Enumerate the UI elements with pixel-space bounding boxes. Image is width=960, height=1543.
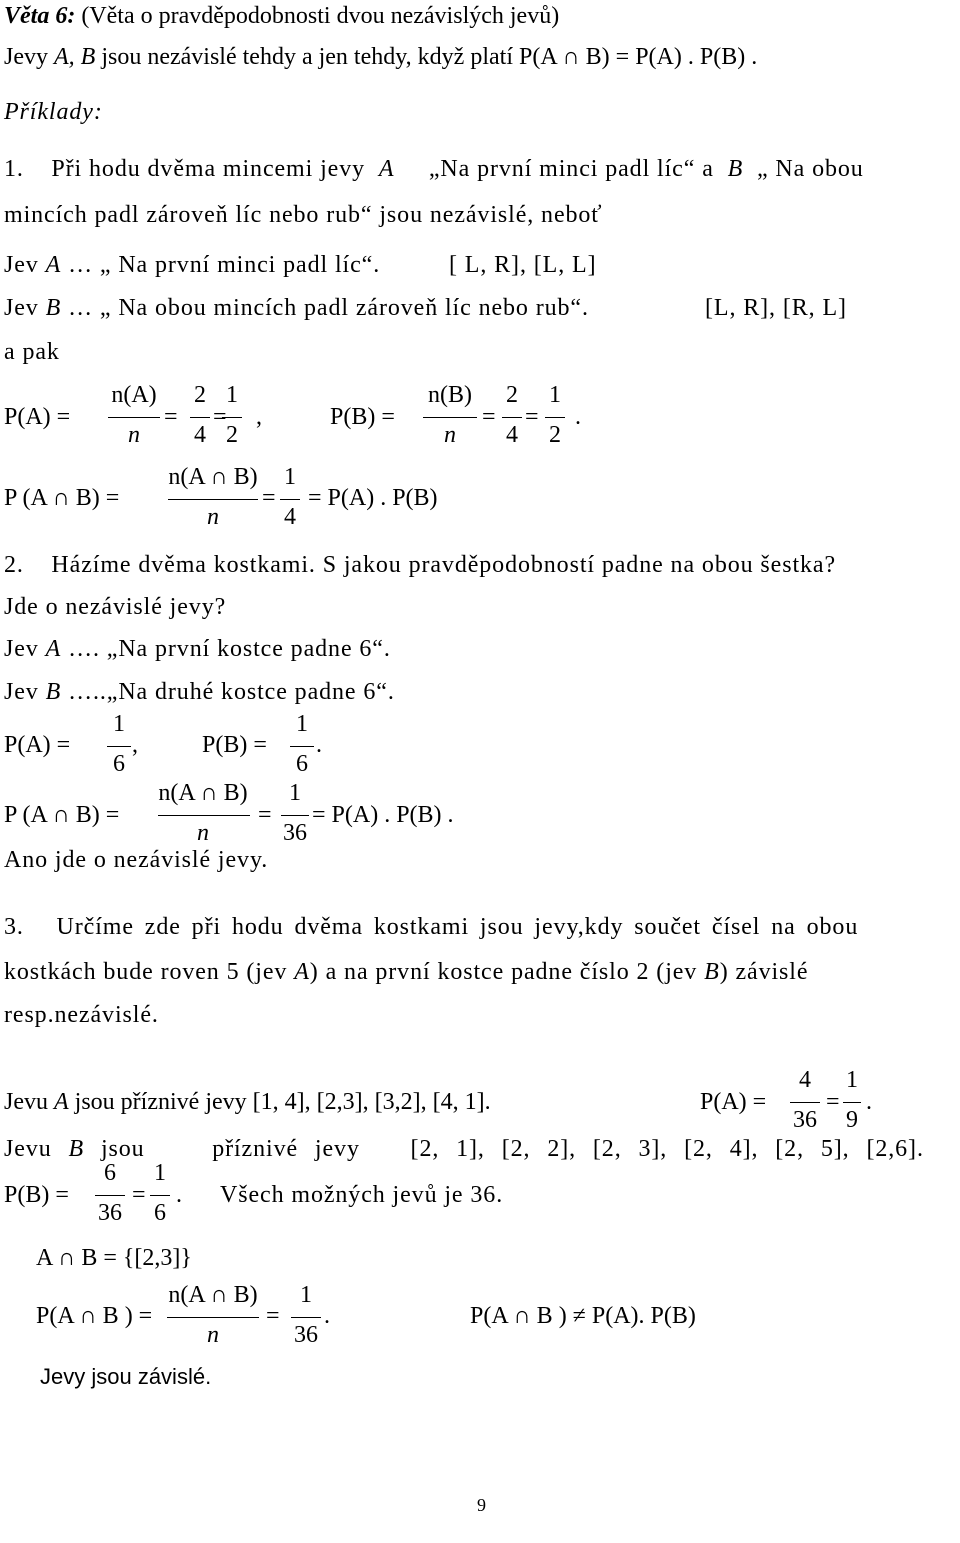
ex3-line3: resp.nezávislé. [4, 1002, 159, 1028]
ex3-pb-lhs: P(B) = [4, 1182, 69, 1208]
statement-formula: P(A ∩ B) = P(A) . P(B) . [518, 44, 758, 70]
ex1-eq1: = [164, 404, 178, 430]
frac-num: 1 [300, 1282, 312, 1308]
ex3-line2-varA: A [294, 959, 310, 985]
statement-pre: Jevy [4, 44, 48, 70]
fraction-bar [423, 417, 477, 418]
fraction-bar [95, 1195, 125, 1196]
ex3-line2-varB: B [704, 959, 720, 985]
ex1-line2: mincích padl zároveň líc nebo rub“ jsou nezávislé, neboť [4, 202, 603, 228]
ex2-line1-text: Házíme dvěma kostkami. S jakou pravděpodobností padne na obou šestka? [51, 552, 837, 578]
frac-den: 6 [113, 751, 125, 777]
ex3-line1-text: Určíme zde při hodu dvěma kostkami jsou jevy,kdy součet čísel na obou [56, 914, 859, 940]
fraction-bar [167, 1317, 259, 1318]
frac-num: n(A ∩ B) [158, 780, 248, 806]
fraction-bar [502, 417, 522, 418]
fraction-bar [168, 499, 258, 500]
fraction-bar [107, 746, 131, 747]
ex3-conclusion: Jevy jsou závislé. [40, 1364, 212, 1389]
ex2-jevB-pre: Jev [4, 679, 39, 705]
fraction-bar [150, 1195, 170, 1196]
ex2-period: . [316, 732, 322, 758]
ex1-line1a: Při hodu dvěma mincemi jevy [51, 156, 365, 182]
ex3-ineq: P(A ∩ B ) ≠ P(A). P(B) [470, 1303, 696, 1329]
ex1-jevA-pre: Jev [4, 252, 39, 278]
ex1-line1c: „ Na obou [756, 156, 864, 182]
ex2-conclusion: Ano jde o nezávislé jevy. [4, 847, 269, 873]
ex3-jevuB [4, 1137, 924, 1161]
ex3-pa-period: . [866, 1089, 872, 1115]
frac-num: 1 [113, 711, 125, 737]
ex1-jevB-pre: Jev [4, 295, 39, 321]
ex2-pab-lhs: P (A ∩ B) = [4, 802, 120, 828]
frac-num: 1 [289, 780, 301, 806]
fraction-bar [545, 417, 565, 418]
fraction-bar [190, 417, 210, 418]
theorem-title: Věta 6: [4, 3, 76, 29]
ex2-pab-eq: = [258, 802, 272, 828]
ex2-jevA-var: A [45, 636, 62, 662]
ex1-pab-lhs: P (A ∩ B) = [4, 485, 120, 511]
frac-num: n(B) [428, 382, 472, 408]
ex2-pa-lhs: P(A) = [4, 732, 71, 758]
fraction-bar [291, 1317, 321, 1318]
ex3-pb-period: . [176, 1182, 182, 1208]
statement-mid: jsou nezávislé tehdy a jen tehdy, když platí [101, 44, 513, 70]
ex2-jevB [4, 680, 395, 704]
ex2-jevA-text: …. „Na první kostce padne 6“. [68, 636, 391, 662]
frac-den: 36 [283, 820, 307, 846]
ex1-pab-rhs: = P(A) . P(B) [308, 485, 438, 511]
ex2-pb-lhs: P(B) = [202, 732, 267, 758]
statement-vars: A, B [54, 44, 96, 70]
ex3-pa-lhs: P(A) = [700, 1089, 767, 1115]
frac-den: 4 [284, 504, 296, 530]
ex1-jevA-set: [ L, R], [L, L] [449, 252, 597, 278]
frac-den: 6 [154, 1200, 166, 1226]
ex1-eq4: = [525, 404, 539, 430]
frac-den: 6 [296, 751, 308, 777]
theorem-statement [4, 45, 757, 69]
fraction-bar [843, 1102, 861, 1103]
ex1-jevA [4, 253, 380, 277]
ex1-line1 [4, 157, 864, 181]
ex1-pab-eq: = [262, 485, 276, 511]
ex1-jevA-var: A [45, 252, 62, 278]
ex1-line1b: „Na první minci padl líc“ a [428, 156, 714, 182]
ex3-jevuA [4, 1090, 491, 1114]
ex1-eq3: = [482, 404, 496, 430]
frac-num: 1 [846, 1067, 858, 1093]
ex3-total: Všech možných jevů je 36. [220, 1182, 504, 1208]
ex2-line2: Jde o nezávislé jevy? [4, 594, 227, 620]
ex1-pa-lhs: P(A) = [4, 404, 71, 430]
frac-den: 2 [549, 422, 561, 448]
frac-den: n [207, 1322, 219, 1348]
ex1-varA: A [378, 156, 395, 182]
ex3-pab-eq: = [266, 1303, 280, 1329]
theorem-subtitle: (Věta o pravděpodobnosti dvou nezávislých jevů) [81, 3, 560, 29]
ex2-jevB-text: …..„Na druhé kostce padne 6“. [68, 679, 395, 705]
frac-den: 36 [793, 1107, 817, 1133]
ex1-eq2: = [213, 404, 227, 430]
ex3-line2 [4, 960, 808, 984]
ex1-jevB-text: … „ Na obou mincích padl zároveň líc nebo rub“. [68, 295, 589, 321]
ex3-jevuA-text: jsou příznivé jevy [1, 4], [2,3], [3,2], [4, 1]. [74, 1089, 491, 1115]
ex1-varB: B [727, 156, 744, 182]
fraction-bar [290, 746, 314, 747]
frac-den: n [197, 820, 209, 846]
ex3-jevuB-list: [2, 1], [2, 2], [2, 3], [2, 4], [2, 5], [2,6]. [410, 1136, 924, 1162]
frac-num: 4 [799, 1067, 811, 1093]
ex3-line2b: ) a na první kostce padne číslo 2 (jev [309, 959, 698, 985]
frac-num: n(A ∩ B) [168, 1282, 258, 1308]
fraction-bar [222, 417, 242, 418]
ex3-jevuB-var: B [68, 1136, 85, 1162]
theorem-heading [4, 4, 559, 28]
frac-num: 2 [506, 382, 518, 408]
frac-num: 1 [549, 382, 561, 408]
ex3-pab-lhs: P(A ∩ B ) = [36, 1303, 153, 1329]
frac-den: 36 [294, 1322, 318, 1348]
fraction-bar [281, 815, 309, 816]
frac-den: 2 [226, 422, 238, 448]
ex3-jevuB-mid: jsou [100, 1136, 145, 1162]
ex3-line1 [4, 915, 858, 939]
page-number: 9 [477, 1495, 486, 1515]
ex1-period: . [575, 404, 581, 430]
frac-den: n [128, 422, 140, 448]
frac-num: 1 [226, 382, 238, 408]
fraction-bar [108, 417, 160, 418]
ex1-jevA-text: … „ Na první minci padl líc“. [68, 252, 381, 278]
ex2-pab-rhs: = P(A) . P(B) . [312, 802, 454, 828]
frac-num: 2 [194, 382, 206, 408]
frac-den: 4 [506, 422, 518, 448]
frac-den: n [444, 422, 456, 448]
frac-den: n [207, 504, 219, 530]
ex2-number: 2. [4, 552, 24, 578]
ex1-number: 1. [4, 156, 24, 182]
frac-num: 1 [154, 1160, 166, 1186]
fraction-bar [280, 499, 300, 500]
frac-den: 36 [98, 1200, 122, 1226]
fraction-bar [790, 1102, 820, 1103]
frac-num: 6 [104, 1160, 116, 1186]
ex3-pab-period: . [324, 1303, 330, 1329]
ex3-intersect: A ∩ B = {[2,3]} [36, 1245, 192, 1271]
ex2-jevA [4, 637, 391, 661]
ex2-comma: , [132, 732, 138, 758]
frac-num: 1 [296, 711, 308, 737]
ex3-number: 3. [4, 914, 24, 940]
ex3-pa-eq: = [826, 1089, 840, 1115]
ex3-line2a: kostkách bude roven 5 (jev [4, 959, 288, 985]
ex3-line2c: ) závislé [719, 959, 809, 985]
ex2-jevA-pre: Jev [4, 636, 39, 662]
fraction-bar [158, 815, 250, 816]
ex3-jevuA-var: A [54, 1089, 69, 1115]
frac-num: 1 [284, 464, 296, 490]
ex2-jevB-var: B [45, 679, 62, 705]
examples-label: Příklady: [4, 99, 103, 125]
ex3-pb-eq: = [132, 1182, 146, 1208]
frac-num: n(A ∩ B) [168, 464, 258, 490]
ex1-jevB-set: [L, R], [R, L] [705, 295, 847, 321]
ex2-line1 [4, 553, 836, 577]
ex1-jevB [4, 296, 589, 320]
ex3-jevuB-mid2: příznivé jevy [212, 1136, 360, 1162]
frac-den: 4 [194, 422, 206, 448]
ex1-pb-lhs: P(B) = [330, 404, 395, 430]
frac-den: 9 [846, 1107, 858, 1133]
ex3-jevuB-pre: Jevu [4, 1136, 52, 1162]
frac-num: n(A) [111, 382, 157, 408]
ex3-jevuA-pre: Jevu [4, 1089, 48, 1115]
ex1-apak: a pak [4, 339, 60, 365]
ex1-comma: , [256, 404, 262, 430]
ex1-jevB-var: B [45, 295, 62, 321]
